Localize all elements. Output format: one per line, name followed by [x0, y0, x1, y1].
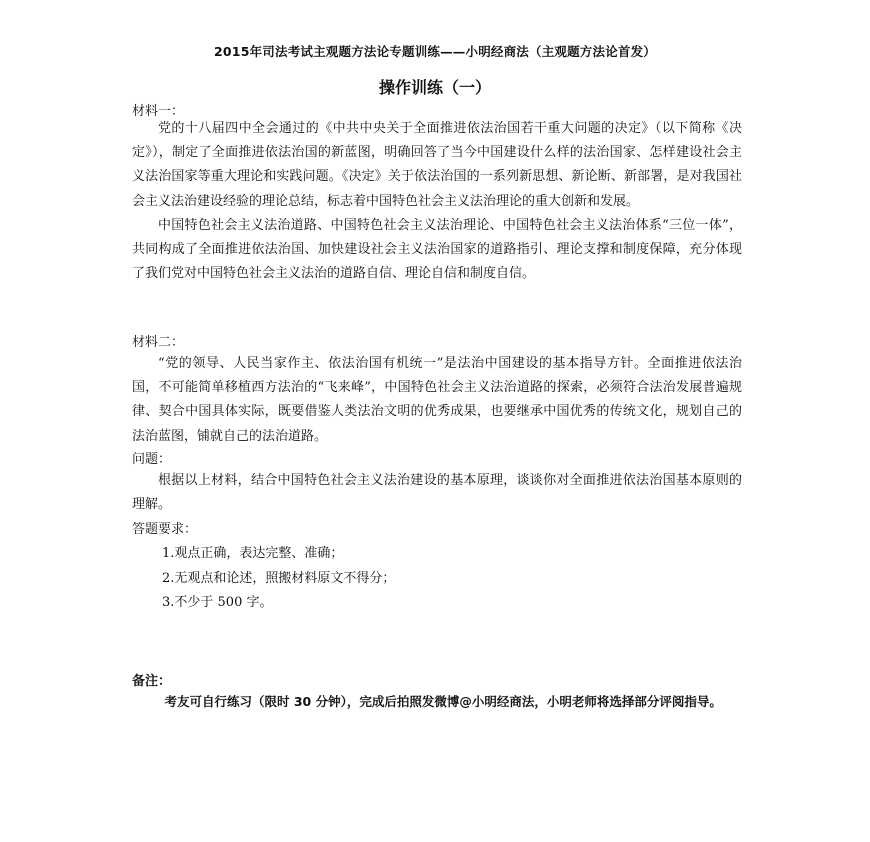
material-two-body: [132, 352, 742, 449]
question-text: 根据以上材料，结合中国特色社会主义法治建设的基本原理，谈谈你对全面推进依法治国基本原则的理解。: [132, 473, 742, 513]
note-text: 考友可自行练习（限时 30 分钟），完成后拍照发微博@小明经商法，小明老师将选择部分评阅指导。: [164, 694, 722, 709]
note-label: 备注：: [132, 674, 172, 689]
material-two-paragraph: “党的领导、人民当家作主、依法治国有机统一”是法治中国建设的基本指导方针。全面推进依法治国，不可能简单移植西方法治的“飞来峰”，中国特色社会主义法治道路的探索，必须符合法治发展普遍规律、契合中国具体实际，既要借鉴人类法治文明的优秀成果，也要继承中国优秀的传统文化，规划自己的法治蓝图，铺就自己的法治道路。: [132, 356, 742, 444]
requirement-item-1: 1.观点正确，表达完整、准确；: [162, 546, 344, 561]
material-one-label: 材料一：: [132, 104, 185, 119]
requirements-label: 答题要求：: [132, 522, 198, 537]
question-label: 问题：: [132, 452, 172, 467]
requirement-item-3: 3.不少于 500 字。: [162, 595, 273, 610]
requirement-item-2: 2.无观点和论述，照搬材料原文不得分；: [162, 571, 396, 586]
material-two-label: 材料二：: [132, 335, 185, 350]
document-title: 操作训练（一）: [378, 78, 491, 97]
document-header: 2015年司法考试主观题方法论专题训练——小明经商法（主观题方法论首发）: [214, 44, 656, 59]
material-one-paragraph-1: 党的十八届四中全会通过的《中共中央关于全面推进依法治国若干重大问题的决定》（以下简称《决定》），制定了全面推进依法治国的新蓝图，明确回答了当今中国建设什么样的法治国家、怎样建设社会主义法治国家等重大理论和实践问题。《决定》关于依法治国的一系列新思想、新论断、新部署，是对我国社会主义法治建设经验的理论总结，标志着中国特色社会主义法治理论的重大创新和发展。: [132, 121, 742, 209]
material-one-body: [132, 117, 742, 286]
material-one-paragraph-2: 中国特色社会主义法治道路、中国特色社会主义法治理论、中国特色社会主义法治体系“三位一体”，共同构成了全面推进依法治国、加快建设社会主义法治国家的道路指引、理论支撑和制度保障，充分体现了我们党对中国特色社会主义法治的道路自信、理论自信和制度自信。: [132, 217, 742, 282]
question-body: [132, 469, 742, 517]
